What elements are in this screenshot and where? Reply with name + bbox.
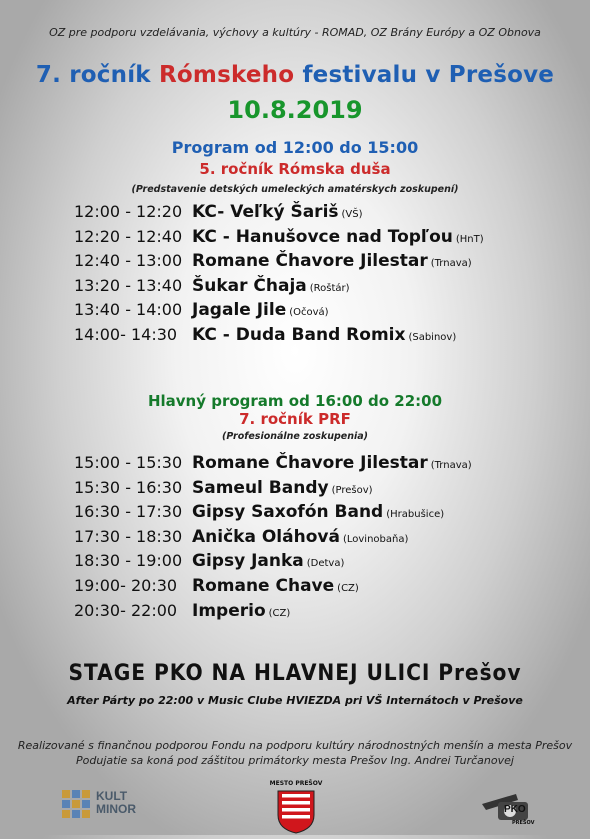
performer-name: KC - Hanušovce nad Topľou (192, 226, 453, 247)
part2-row (74, 478, 373, 502)
schedule-time: 16:30 - 17:30 (74, 502, 183, 522)
performer-place: (HnT) (455, 233, 484, 245)
schedule-time: 15:30 - 16:30 (74, 477, 183, 497)
festival-title (0, 62, 590, 88)
performer-name: Jagale Jile (192, 300, 287, 321)
performer-place: (Detva) (306, 558, 345, 570)
performer-place: (CZ) (337, 583, 359, 594)
performer-name: Sameul Bandy (192, 477, 329, 498)
pko-text: PKO (504, 804, 526, 815)
title-text: 7. ročník Rómskeho festivalu v Prešove (35, 62, 555, 88)
part2-row (74, 576, 359, 600)
performer-name: Romane Chave (192, 576, 335, 596)
part2-row (74, 601, 290, 625)
performer-name: Šukar Čhaja (192, 275, 307, 296)
part2-subtitle: 7. ročník PRF (239, 410, 351, 428)
performer-place: (Trnava) (430, 258, 472, 270)
schedule-time: 19:00- 20:30 (74, 576, 178, 595)
schedule-time: 17:30 - 18:30 (74, 526, 183, 546)
festival-date: 10.8.2019 (227, 96, 363, 124)
part2-heading: Hlavný program od 16:00 do 22:00 (147, 392, 443, 410)
afterparty-text: After Párty po 22:00 v Music Clube HVIEZDA pri VŠ Internátoch v Prešove (67, 694, 523, 707)
performer-place: (Sabinov) (408, 332, 457, 343)
mesto-label: MESTO PREŠOV (269, 780, 323, 787)
part1-row (74, 227, 484, 251)
performer-name: Romane Čhavore Jilestar (192, 453, 428, 473)
performer-place: (Roštár) (309, 282, 350, 294)
pko-sub: PREŠOV (512, 820, 535, 826)
performer-name: Gipsy Saxofón Band (192, 502, 384, 523)
schedule-time: 12:20 - 12:40 (74, 226, 183, 246)
performer-name: KC- Veľký Šariš (192, 202, 339, 222)
part2-row (74, 502, 444, 526)
part1-row (74, 202, 363, 226)
schedule-time: 13:40 - 14:00 (74, 300, 183, 320)
mesto-presov-logo (260, 780, 332, 839)
part1-row (74, 300, 329, 324)
part1-row (74, 276, 350, 300)
part1-row (74, 251, 472, 275)
schedule-time: 18:30 - 19:00 (74, 551, 183, 571)
part2-note: (Profesionálne zoskupenia) (222, 431, 368, 442)
schedule-time: 14:00- 14:30 (74, 325, 178, 344)
part1-heading: Program od 12:00 do 15:00 (171, 138, 419, 157)
coat-of-arms-icon (260, 789, 332, 835)
performer-name: Imperio (192, 600, 266, 621)
minor-text: MINOR (96, 802, 136, 816)
schedule-time: 20:30- 22:00 (74, 600, 178, 620)
schedule-time: 12:00 - 12:20 (74, 202, 183, 221)
part2-row (74, 527, 408, 551)
schedule-time: 12:40 - 13:00 (74, 251, 183, 271)
performer-place: (Lovinobaňa) (342, 533, 409, 545)
performer-name: Gipsy Janka (192, 551, 304, 572)
schedule-time: 13:20 - 13:40 (74, 275, 183, 295)
kult-minor-logo (60, 788, 160, 826)
part2-row (74, 551, 344, 575)
part2-row (74, 453, 472, 477)
performer-place: (CZ) (268, 607, 291, 619)
part1-row (74, 325, 456, 349)
funding-line-1: Realizované s finančnou podporou Fondu na podporu kultúry národnostných menšín a mesta Prešov (17, 739, 573, 752)
performer-place: (Očová) (289, 307, 329, 319)
pko-logo (480, 790, 535, 830)
schedule-time: 15:00 - 15:30 (74, 453, 183, 472)
organizers-text: OZ pre podporu vzdelávania, výchovy a kultúry - ROMAD, OZ Brány Európy a OZ Obnova (49, 26, 541, 39)
performer-place: (Prešov) (331, 484, 373, 496)
part1-note: (Predstavenie detských umeleckých amatérskych zoskupení) (131, 184, 459, 195)
performer-place: (VŠ) (341, 209, 363, 220)
performer-name: KC - Duda Band Romix (192, 325, 406, 345)
funding-line-2: Podujatie sa koná pod záštitou primátorky mesta Prešov Ing. Andrei Turčanovej (76, 754, 514, 767)
stage-heading: STAGE PKO NA HLAVNEJ ULICI Prešov (68, 661, 522, 686)
performer-name: Romane Čhavore Jilestar (192, 251, 428, 272)
kult-text: KULT (96, 789, 128, 803)
performer-name: Anička Oláhová (192, 526, 340, 547)
part1-subtitle: 5. ročník Rómska duša (199, 160, 391, 178)
performer-place: (Trnava) (430, 460, 472, 471)
performer-place: (Hrabušice) (386, 509, 445, 521)
